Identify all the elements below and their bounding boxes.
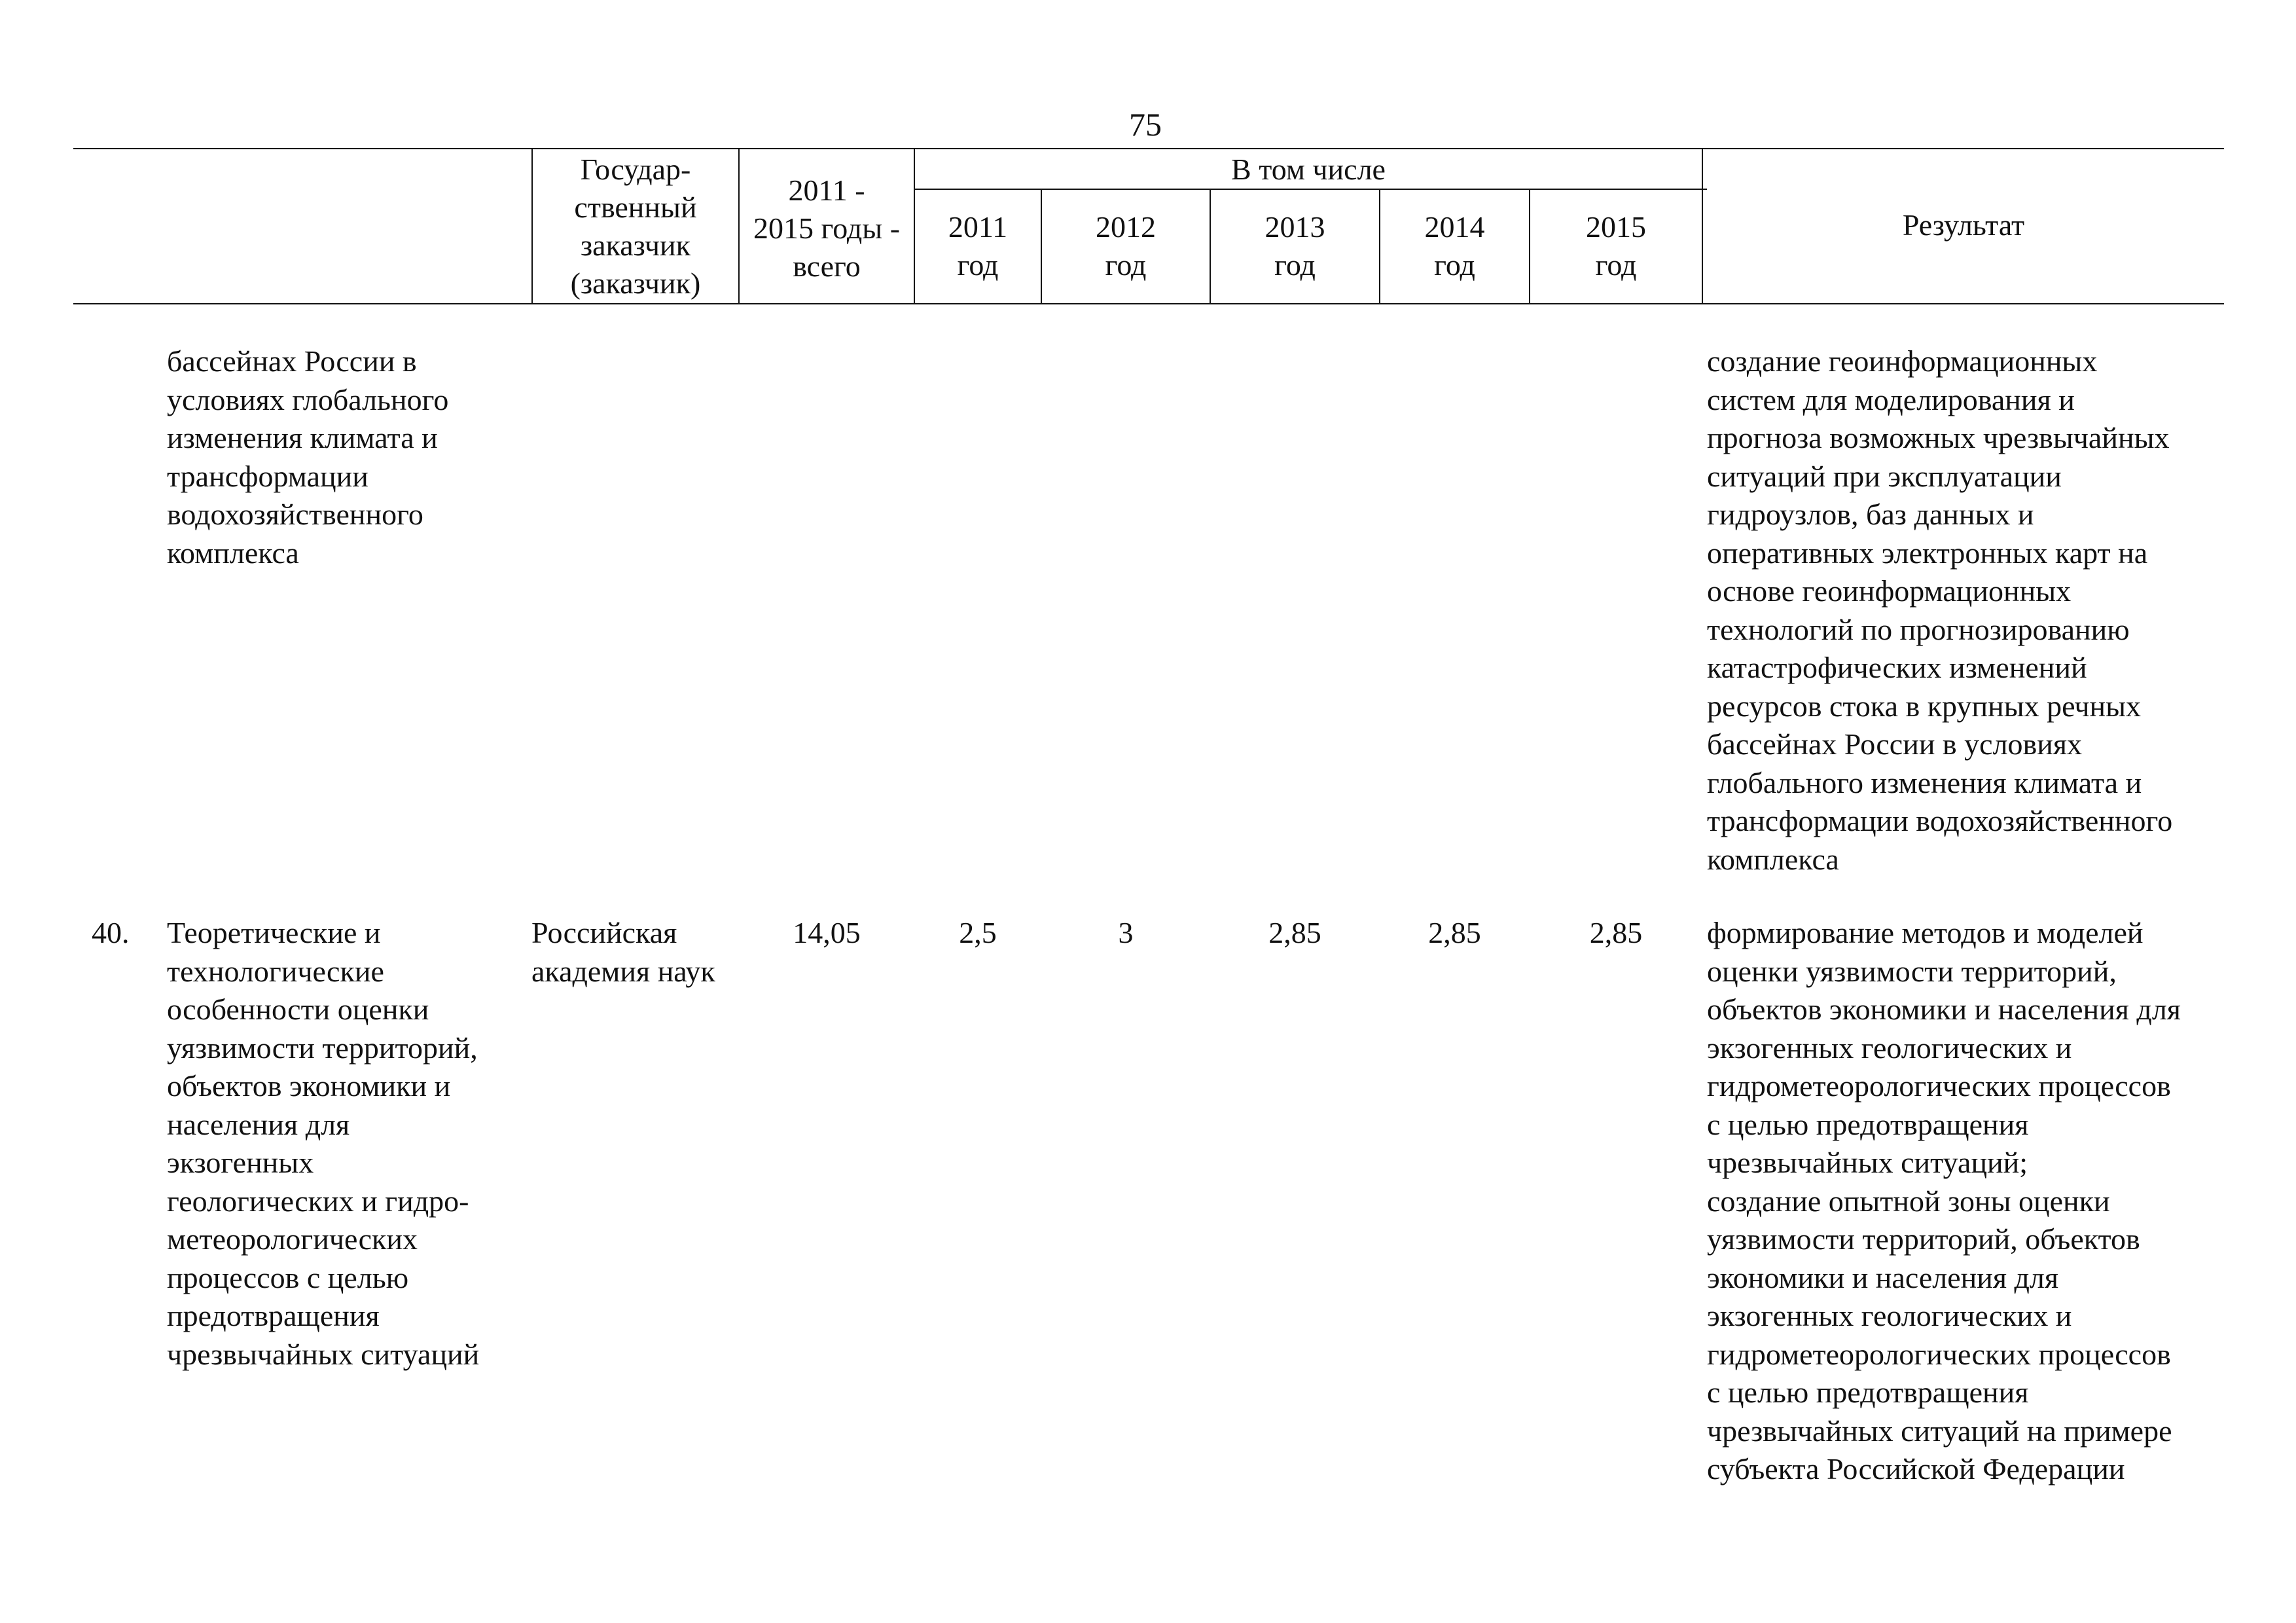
header-top-rule (73, 148, 2224, 149)
header-year-2011: 2011 год (948, 210, 1008, 282)
page-number: 75 (1129, 106, 1162, 143)
row-number: 40. (92, 916, 130, 949)
header-year-2013: 2013 год (1265, 210, 1325, 282)
row-name: бассейнах России в условиях глобального изменения климата и трансформации водохозяйственного комплекса (167, 344, 449, 570)
row-value-2011: 2,5 (959, 916, 997, 949)
row-value-2014: 2,85 (1428, 916, 1481, 949)
header-year-2012: 2012 год (1096, 210, 1156, 282)
header-year-2014: 2014 год (1424, 210, 1485, 282)
row-result: формирование методов и моделей оценки уязвимости территорий, объектов экономики и населения для экзогенных геологических и гидрометеорологических процессов с целью предотвращения чрезвычайных ситуаций; создание опытной зоны оценки уязвимости территорий, объектов экономики и населения для экзогенных геологических и гидрометеорологических процессов с целью предотвращения чрезвычайных ситуаций на примере субъекта Российской Федерации (1707, 916, 2181, 1486)
row-value-2015: 2,85 (1589, 916, 1643, 949)
row-result: создание геоинформационных систем для моделирования и прогноза возможных чрезвычайных ситуаций при эксплуатации гидроузлов, баз данных и оперативных электронных карт на основе геоинформационных технологий по прогнозированию катастрофических изменений ресурсов стока в крупных речных бассейнах России в условиях глобального изменения климата и трансформации водохозяйственного комплекса (1707, 344, 2173, 876)
header-bottom-rule (73, 303, 2224, 304)
row-total: 14,05 (793, 916, 861, 949)
header-result: Результат (1902, 208, 2025, 242)
header-including: В том числе (1231, 153, 1386, 186)
header-year-2015: 2015 год (1586, 210, 1646, 282)
header-customer: Государ- ственный заказчик (заказчик) (570, 153, 701, 300)
row-name: Теоретические и технологические особенности оценки уязвимости территорий, объектов экономики и населения для экзогенных геологических и гидро- метеорологических процессов с целью предотвращения чрезвычайных ситуаций (167, 916, 480, 1371)
row-customer: Российская академия наук (531, 916, 715, 988)
row-value-2013: 2,85 (1268, 916, 1321, 949)
row-value-2012: 3 (1118, 916, 1134, 949)
header-total: 2011 - 2015 годы - всего (753, 173, 901, 283)
header-subrule (915, 189, 1707, 190)
